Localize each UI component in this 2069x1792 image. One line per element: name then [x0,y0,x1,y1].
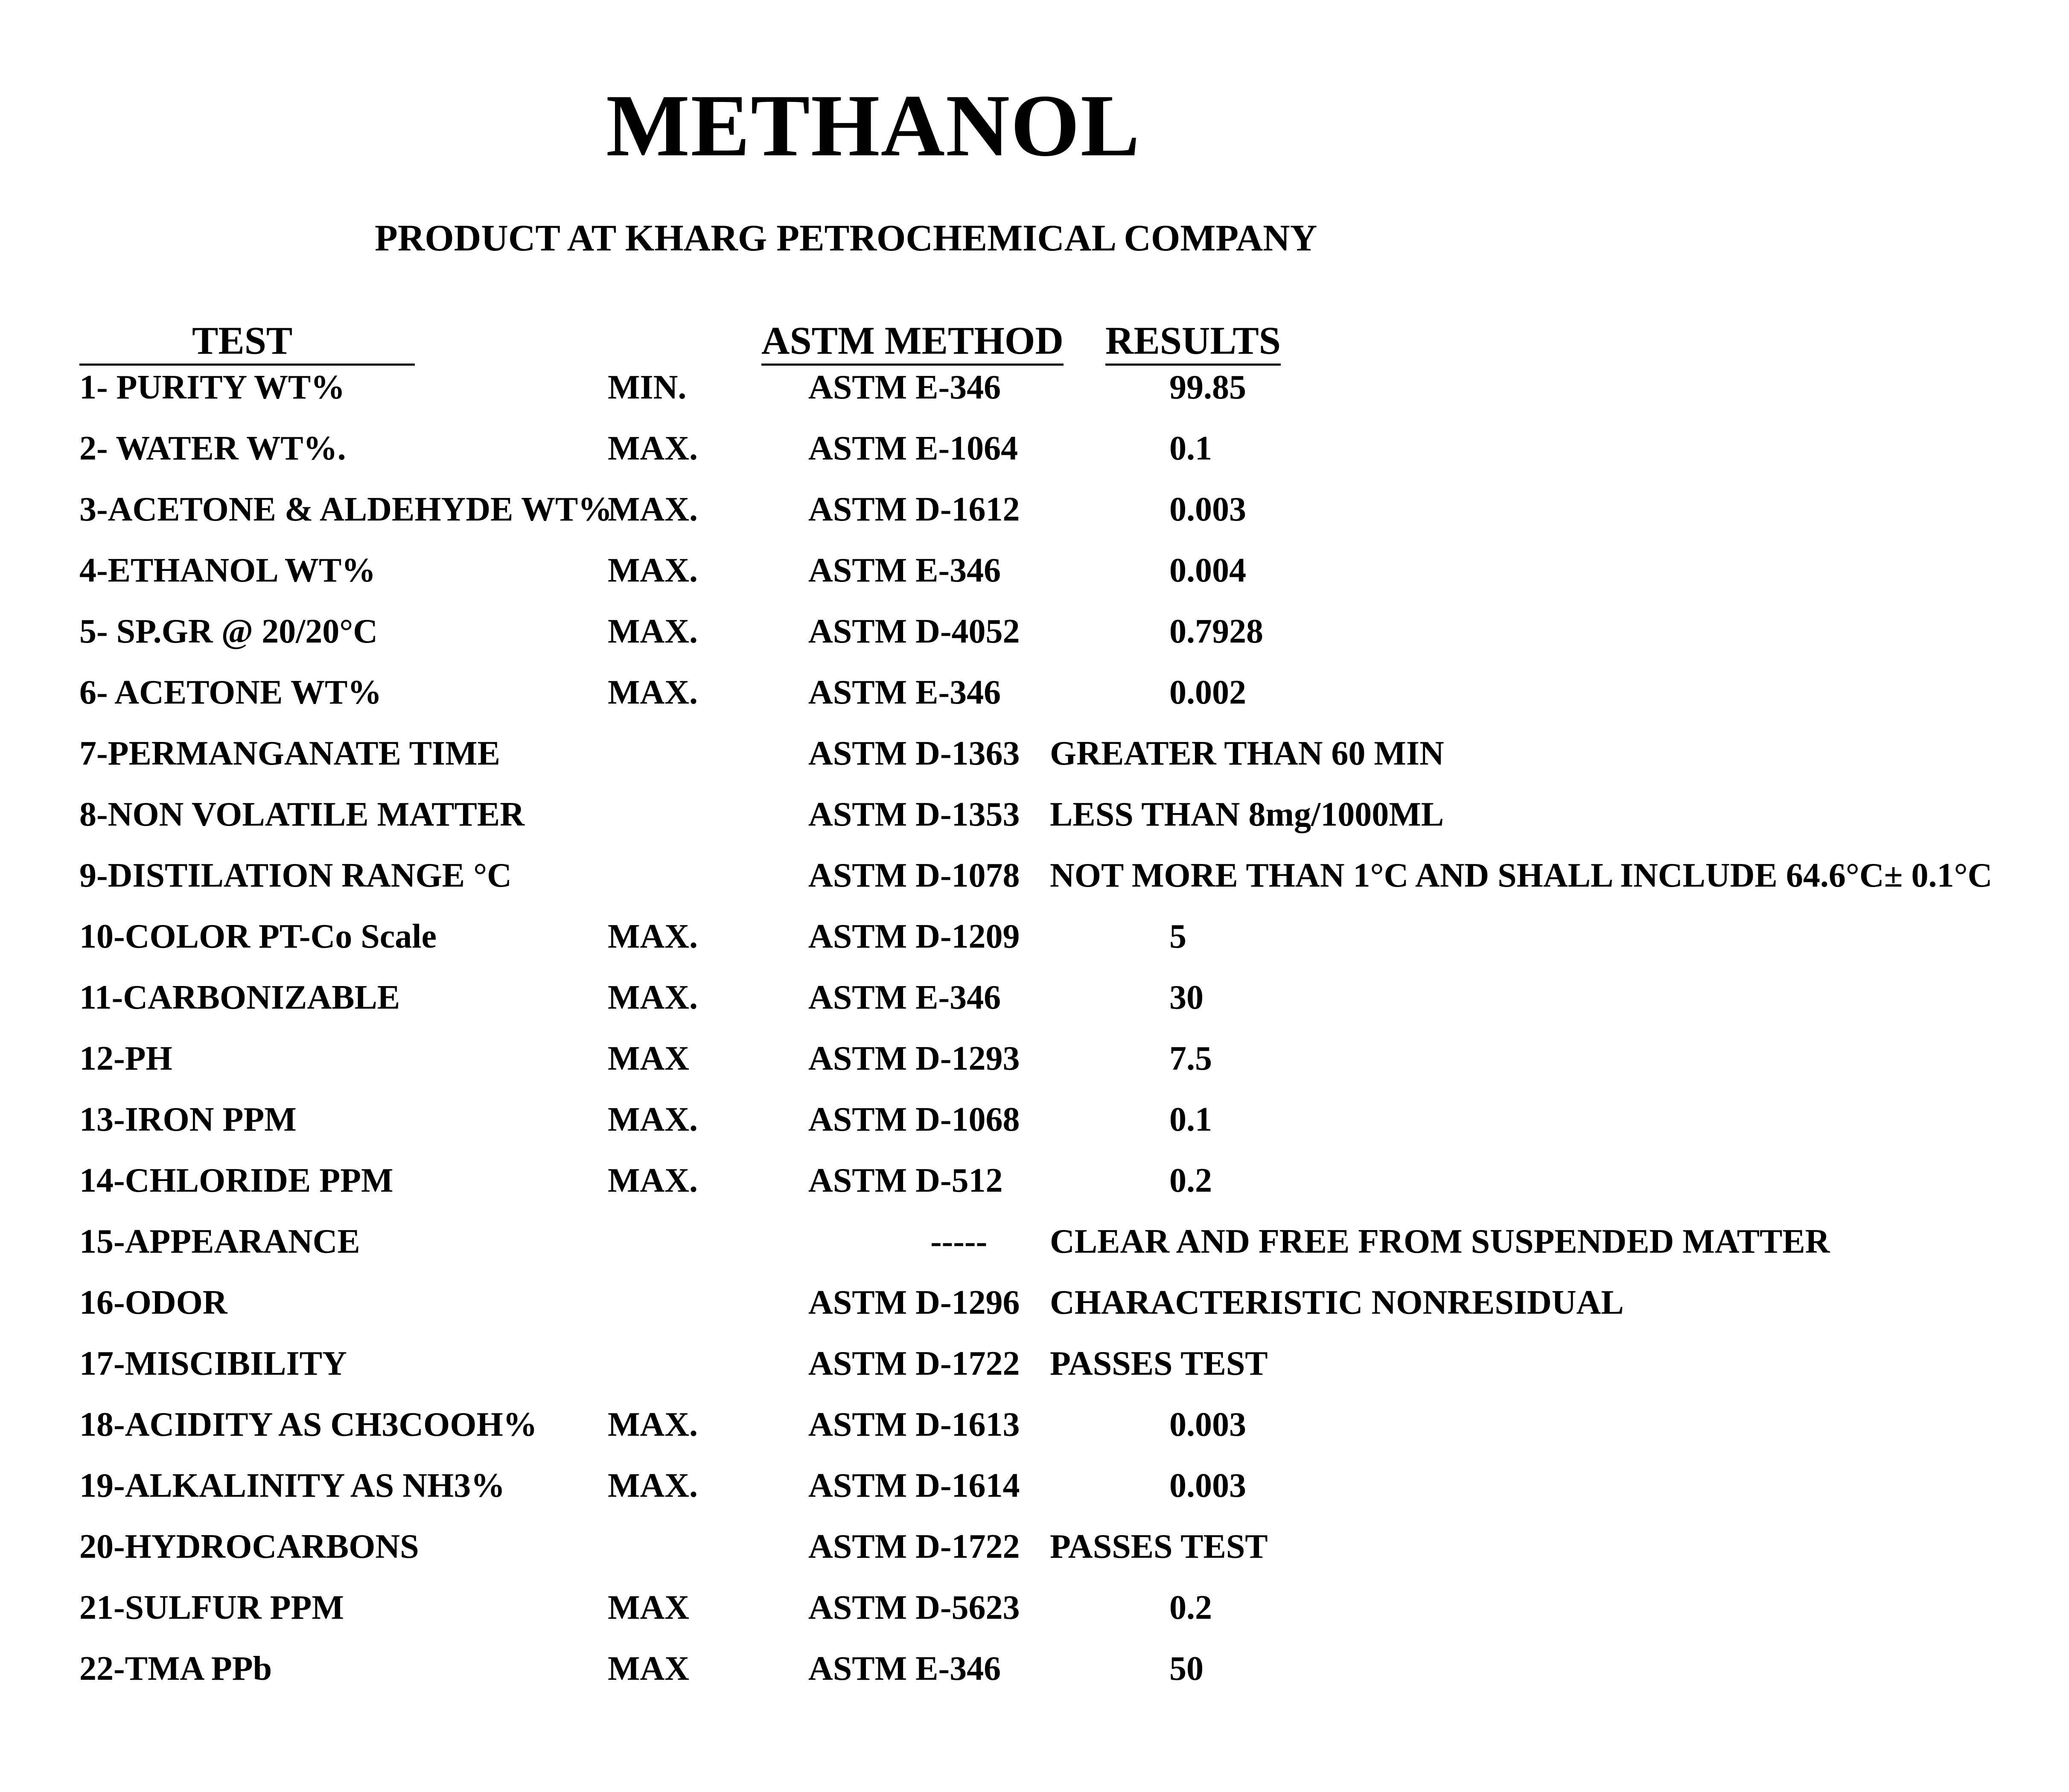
astm-method: ASTM D-1296 [808,1284,1020,1321]
result-value: PASSES TEST [1050,1528,1268,1565]
result-value: 5 [1169,918,1186,955]
astm-method: ASTM D-1614 [808,1467,1020,1504]
astm-method: ASTM D-1353 [808,796,1020,833]
result-value: 0.004 [1169,552,1246,589]
limit-type: MAX. [608,613,698,650]
table-row [0,614,2069,657]
result-value: LESS THAN 8mg/1000ML [1050,796,1444,833]
test-name: 18-ACIDITY AS CH3COOH% [79,1406,537,1443]
limit-type: MAX. [608,552,698,589]
limit-type: MAX. [608,979,698,1016]
result-value: 7.5 [1169,1040,1212,1077]
limit-type: MAX [608,1589,690,1626]
table-row [0,1408,2069,1450]
astm-method: ----- [930,1223,988,1260]
result-value: 0.7928 [1169,613,1263,650]
limit-type: MAX. [608,1406,698,1443]
test-name: 13-IRON PPM [79,1101,297,1138]
test-name: 8-NON VOLATILE MATTER [79,796,525,833]
result-value: 50 [1169,1650,1204,1687]
result-value: 0.2 [1169,1162,1212,1199]
limit-type: MAX. [608,1162,698,1199]
astm-method: ASTM D-1293 [808,1040,1020,1077]
table-row [0,858,2069,901]
result-value: 0.003 [1169,491,1246,528]
astm-method: ASTM D-1613 [808,1406,1020,1443]
document-title: METHANOL [606,76,1141,175]
limit-type: MAX. [608,1101,698,1138]
table-row [0,1286,2069,1328]
table-row [0,1591,2069,1633]
column-header-test-label: TEST [192,319,293,362]
test-name: 16-ODOR [79,1284,227,1321]
test-name: 1- PURITY WT% [79,369,345,406]
test-name: 5- SP.GR @ 20/20°C [79,613,378,650]
table-row [0,1164,2069,1206]
test-name: 21-SULFUR PPM [79,1589,344,1626]
result-value: 0.003 [1169,1406,1246,1443]
result-value: 99.85 [1169,369,1246,406]
table-row [0,553,2069,596]
table-row [0,1652,2069,1694]
table-row [0,492,2069,535]
astm-method: ASTM D-512 [808,1162,1003,1199]
limit-type: MAX. [608,430,698,467]
result-value: GREATER THAN 60 MIN [1050,735,1444,772]
table-row [0,1530,2069,1572]
result-value: 0.1 [1169,430,1212,467]
result-value: 30 [1169,979,1204,1016]
limit-type: MIN. [608,369,687,406]
table-row [0,431,2069,474]
table-row [0,1347,2069,1389]
limit-type: MAX. [608,1467,698,1504]
table-row [0,1041,2069,1084]
test-name: 14-CHLORIDE PPM [79,1162,393,1199]
astm-method: ASTM D-1612 [808,491,1020,528]
table-row [0,1225,2069,1267]
astm-method: ASTM E-346 [808,674,1001,711]
astm-method: ASTM D-5623 [808,1589,1020,1626]
test-name: 17-MISCIBILITY [79,1345,347,1382]
test-name: 11-CARBONIZABLE [79,979,400,1016]
test-name: 12-PH [79,1040,172,1077]
test-name: 19-ALKALINITY AS NH3% [79,1467,505,1504]
test-name: 22-TMA PPb [79,1650,272,1687]
result-value: 0.2 [1169,1589,1212,1626]
test-name: 15-APPEARANCE [79,1223,360,1260]
result-value: PASSES TEST [1050,1345,1268,1382]
limit-type: MAX. [608,918,698,955]
limit-type: MAX. [608,491,698,528]
result-value: 0.002 [1169,674,1246,711]
document-subtitle: PRODUCT AT KHARG PETROCHEMICAL COMPANY [375,218,1317,259]
result-value: CHARACTERISTIC NONRESIDUAL [1050,1284,1624,1321]
column-header-results: RESULTS [1105,321,1281,366]
table-row [0,370,2069,413]
astm-method: ASTM E-346 [808,1650,1001,1687]
table-row [0,1469,2069,1511]
table-row [0,1103,2069,1145]
astm-method: ASTM D-4052 [808,613,1020,650]
test-name: 10-COLOR PT-Co Scale [79,918,437,955]
astm-method: ASTM E-346 [808,979,1001,1016]
astm-method: ASTM D-1078 [808,857,1020,894]
result-value: 0.1 [1169,1101,1212,1138]
astm-method: ASTM E-346 [808,552,1001,589]
test-name: 4-ETHANOL WT% [79,552,376,589]
test-name: 9-DISTILATION RANGE °C [79,857,512,894]
astm-method: ASTM D-1722 [808,1345,1020,1382]
table-row [0,980,2069,1023]
test-name: 20-HYDROCARBONS [79,1528,419,1565]
test-name: 3-ACETONE & ALDEHYDE WT% [79,491,612,528]
test-name: 7-PERMANGANATE TIME [79,735,500,772]
astm-method: ASTM E-346 [808,369,1001,406]
astm-method: ASTM D-1068 [808,1101,1020,1138]
result-value: NOT MORE THAN 1°C AND SHALL INCLUDE 64.6°C± 0.1°C [1050,857,1993,894]
astm-method: ASTM D-1209 [808,918,1020,955]
astm-method: ASTM D-1722 [808,1528,1020,1565]
test-name: 6- ACETONE WT% [79,674,382,711]
column-header-method: ASTM METHOD [761,321,1064,366]
table-row [0,675,2069,718]
table-row [0,736,2069,779]
astm-method: ASTM E-1064 [808,430,1018,467]
result-value: CLEAR AND FREE FROM SUSPENDED MATTER [1050,1223,1830,1260]
test-name: 2- WATER WT%. [79,430,346,467]
limit-type: MAX. [608,674,698,711]
limit-type: MAX [608,1650,690,1687]
column-header-test [79,321,415,366]
astm-method: ASTM D-1363 [808,735,1020,772]
limit-type: MAX [608,1040,690,1077]
result-value: 0.003 [1169,1467,1246,1504]
table-row [0,797,2069,840]
table-row [0,919,2069,962]
